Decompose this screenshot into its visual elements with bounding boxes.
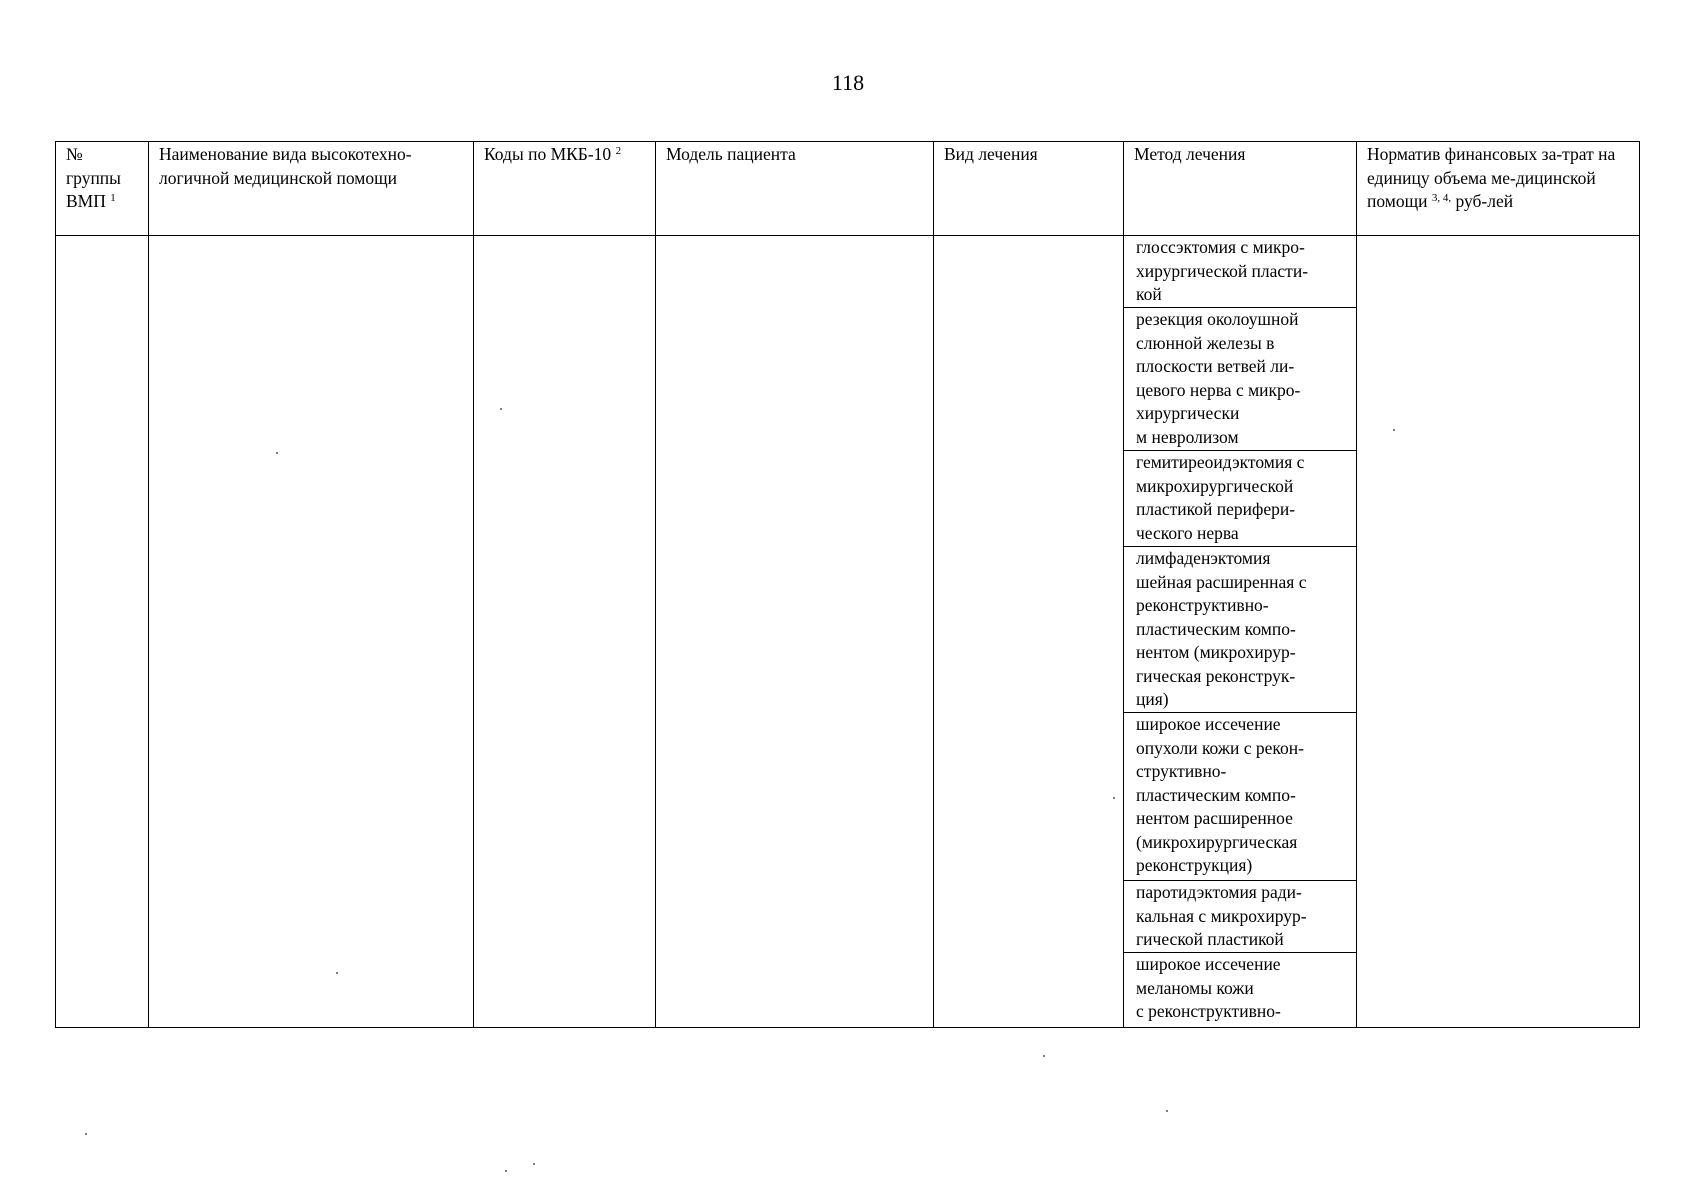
method-item: глоссэктомия с микро- хирургической пласти- кой xyxy=(1124,236,1356,308)
scan-speck xyxy=(336,972,338,974)
table-row xyxy=(56,236,1640,1028)
scan-speck xyxy=(533,1163,535,1165)
cell-patient-model xyxy=(656,236,934,1028)
method-item: широкое иссечение меланомы кожи с реконструктивно- xyxy=(1136,954,1281,1021)
scan-speck xyxy=(276,452,278,454)
method-item: лимфаденэктомия шейная расширенная с реконструктивно- пластическим компо- нентом (микрохирур- гическая реконструк- ция) xyxy=(1124,547,1356,713)
header-group-number: № группы ВМП $^1$ xyxy=(56,142,149,236)
header-vmp-name: Наименование вида высокотехно-логичной медицинской помощи xyxy=(149,142,474,236)
scan-speck xyxy=(1113,797,1115,799)
method-item: паротидэктомия ради- кальная с микрохирур- гической пластикой xyxy=(1124,881,1356,953)
scan-speck xyxy=(1043,1055,1045,1057)
method-item: гемитиреоидэктомия с микрохирургической пластикой перифери- ческого нерва xyxy=(1124,451,1356,547)
method-item: резекция околоушной слюнной железы в плоскости ветвей ли- цевого нерва с микро- хирургически м невролизом xyxy=(1124,308,1356,451)
scan-speck xyxy=(1393,429,1395,431)
header-treatment-method: Метод лечения xyxy=(1124,142,1357,236)
header-financial-norm: Норматив финансовых за-трат на единицу объема ме-дицинской помощи $^{3, 4,}$ руб-лей xyxy=(1357,142,1640,236)
scan-speck xyxy=(500,408,502,410)
scan-speck xyxy=(505,1170,507,1172)
cell-treatment-type xyxy=(934,236,1124,1028)
method-item: широкое иссечение опухоли кожи с рекон- структивно- пластическим компо- нентом расширенное (микрохирургическая реконструкция) xyxy=(1124,713,1356,881)
cell-group-number xyxy=(56,236,149,1028)
cell-treatment-methods xyxy=(1124,236,1357,1028)
cell-financial-norm xyxy=(1357,236,1640,1028)
page-number: 118 xyxy=(831,70,865,95)
vmp-table xyxy=(55,141,1640,1028)
table-header-row xyxy=(56,142,1640,236)
cell-mkb-codes xyxy=(474,236,656,1028)
header-patient-model: Модель пациента xyxy=(656,142,934,236)
header-treatment-type: Вид лечения xyxy=(934,142,1124,236)
cell-vmp-name xyxy=(149,236,474,1028)
scan-speck xyxy=(85,1133,87,1135)
header-mkb-codes: Коды по МКБ-10 $^2$ xyxy=(474,142,656,236)
scan-speck xyxy=(1166,1110,1168,1112)
